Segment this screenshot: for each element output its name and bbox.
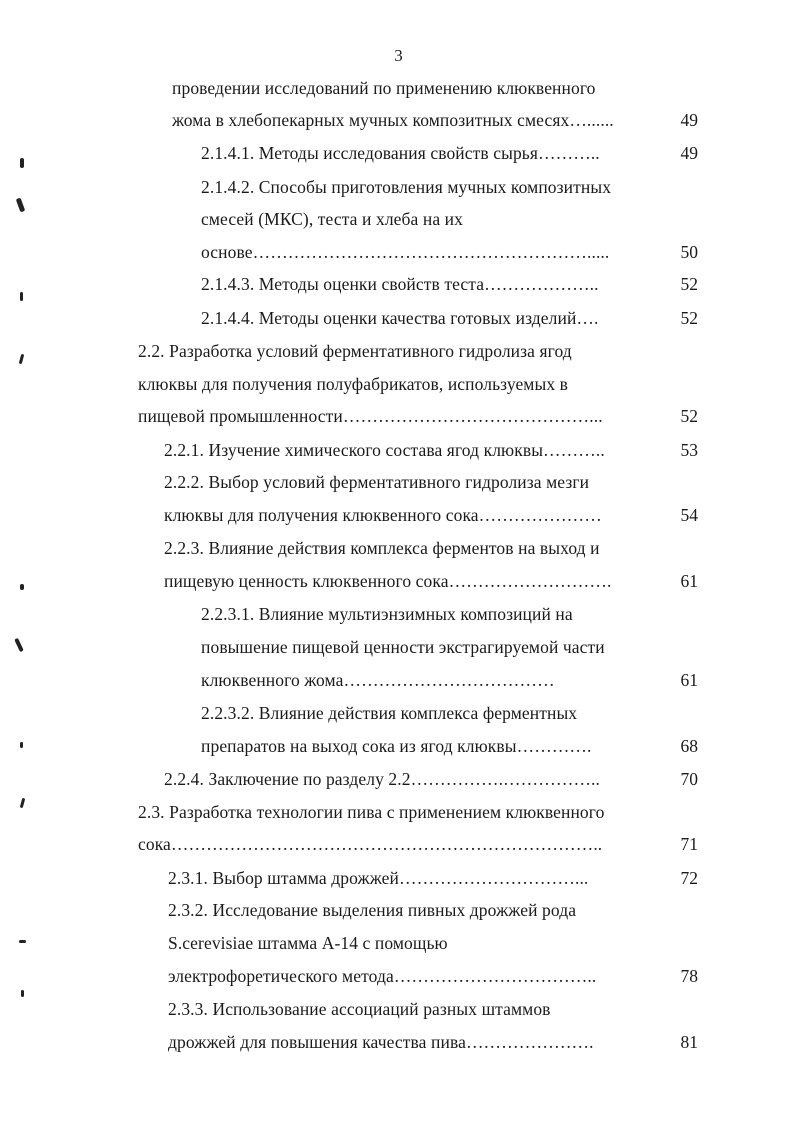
toc-line: 2.1.4.2. Способы приготовления мучных композитных bbox=[201, 177, 612, 197]
toc-page-number: 49 bbox=[680, 143, 698, 163]
scan-mark bbox=[20, 798, 25, 808]
scan-mark bbox=[14, 638, 24, 652]
toc-line: 2.1.4.3. Методы оценки свойств теста……………….. bbox=[201, 274, 599, 294]
toc-page-number: 61 bbox=[680, 670, 698, 690]
toc-line: проведении исследований по применению клюквенного bbox=[172, 78, 596, 98]
toc-page-number: 68 bbox=[680, 736, 698, 756]
toc-line: 2.3.1. Выбор штамма дрожжей…………………………... bbox=[168, 868, 589, 888]
toc-line: 2.2.3. Влияние действия комплекса ферментов на выход и bbox=[164, 538, 600, 558]
toc-line: клюквенного жома……………………………… bbox=[201, 670, 555, 690]
page-number: 3 bbox=[394, 46, 403, 65]
toc-page-number: 53 bbox=[680, 440, 698, 460]
toc-line: жома в хлебопекарных мучных композитных смесях…...... bbox=[172, 110, 614, 130]
toc-line: смесей (МКС), теста и хлеба на их bbox=[201, 209, 463, 229]
toc-line: S.cerevisiae штамма А-14 с помощью bbox=[168, 933, 448, 953]
toc-page-number: 78 bbox=[680, 966, 698, 986]
toc-line: клюквы для получения клюквенного сока………………… bbox=[164, 505, 602, 525]
scan-mark bbox=[19, 354, 24, 364]
toc-line: клюквы для получения полуфабрикатов, используемых в bbox=[138, 374, 569, 394]
scan-mark bbox=[21, 990, 24, 997]
toc-line: пищевую ценность клюквенного сока………………………. bbox=[164, 571, 612, 591]
toc-line: 2.2. Разработка условий ферментативного гидролиза ягод bbox=[138, 341, 572, 361]
toc-line: дрожжей для повышения качества пива…………………. bbox=[168, 1032, 594, 1052]
toc-page-number: 52 bbox=[680, 308, 698, 328]
toc-line: 2.2.1. Изучение химического состава ягод клюквы……….. bbox=[164, 440, 605, 460]
toc-line: сока……………………………………………………………….. bbox=[138, 834, 603, 854]
toc-line: 2.2.3.1. Влияние мультиэнзимных композиций на bbox=[201, 604, 573, 624]
toc-line: 2.1.4.4. Методы оценки качества готовых изделий…. bbox=[201, 308, 599, 328]
scan-mark bbox=[20, 742, 23, 748]
scan-mark bbox=[20, 158, 24, 168]
toc-page-number: 72 bbox=[680, 868, 698, 888]
scan-mark bbox=[19, 940, 26, 943]
toc-line: 2.2.4. Заключение по разделу 2.2…………….…………….. bbox=[164, 769, 601, 789]
toc-line: электрофоретического метода…………………………….. bbox=[168, 966, 597, 986]
toc-line: препаратов на выход сока из ягод клюквы…………. bbox=[201, 736, 592, 756]
toc-page-number: 71 bbox=[680, 834, 698, 854]
scan-mark bbox=[16, 198, 25, 213]
scan-mark bbox=[20, 584, 24, 590]
toc-line: 2.3.2. Исследование выделения пивных дрожжей рода bbox=[168, 900, 577, 920]
toc-page-number: 54 bbox=[680, 505, 698, 525]
toc-line: 2.2.2. Выбор условий ферментативного гидролиза мезги bbox=[164, 472, 590, 492]
toc-page-number: 52 bbox=[680, 274, 698, 294]
toc-line: 2.3. Разработка технологии пива с применением клюквенного bbox=[138, 802, 605, 822]
toc-line: пищевой промышленности……………………………………... bbox=[138, 406, 603, 426]
toc-line: 2.1.4.1. Методы исследования свойств сырья……….. bbox=[201, 143, 600, 163]
toc-page-number: 81 bbox=[680, 1032, 698, 1052]
toc-page-number: 70 bbox=[680, 769, 698, 789]
toc-page-number: 50 bbox=[680, 242, 698, 262]
toc-page-number: 61 bbox=[680, 571, 698, 591]
toc-page-number: 49 bbox=[680, 110, 698, 130]
toc-page-number: 52 bbox=[680, 406, 698, 426]
toc-line: 2.2.3.2. Влияние действия комплекса ферментных bbox=[201, 703, 578, 723]
toc-line: основе…………………………………………………..... bbox=[201, 242, 610, 262]
toc-line: 2.3.3. Использование ассоциаций разных штаммов bbox=[168, 999, 551, 1019]
toc-line: повышение пищевой ценности экстрагируемой части bbox=[201, 637, 605, 657]
scan-mark bbox=[20, 292, 23, 301]
